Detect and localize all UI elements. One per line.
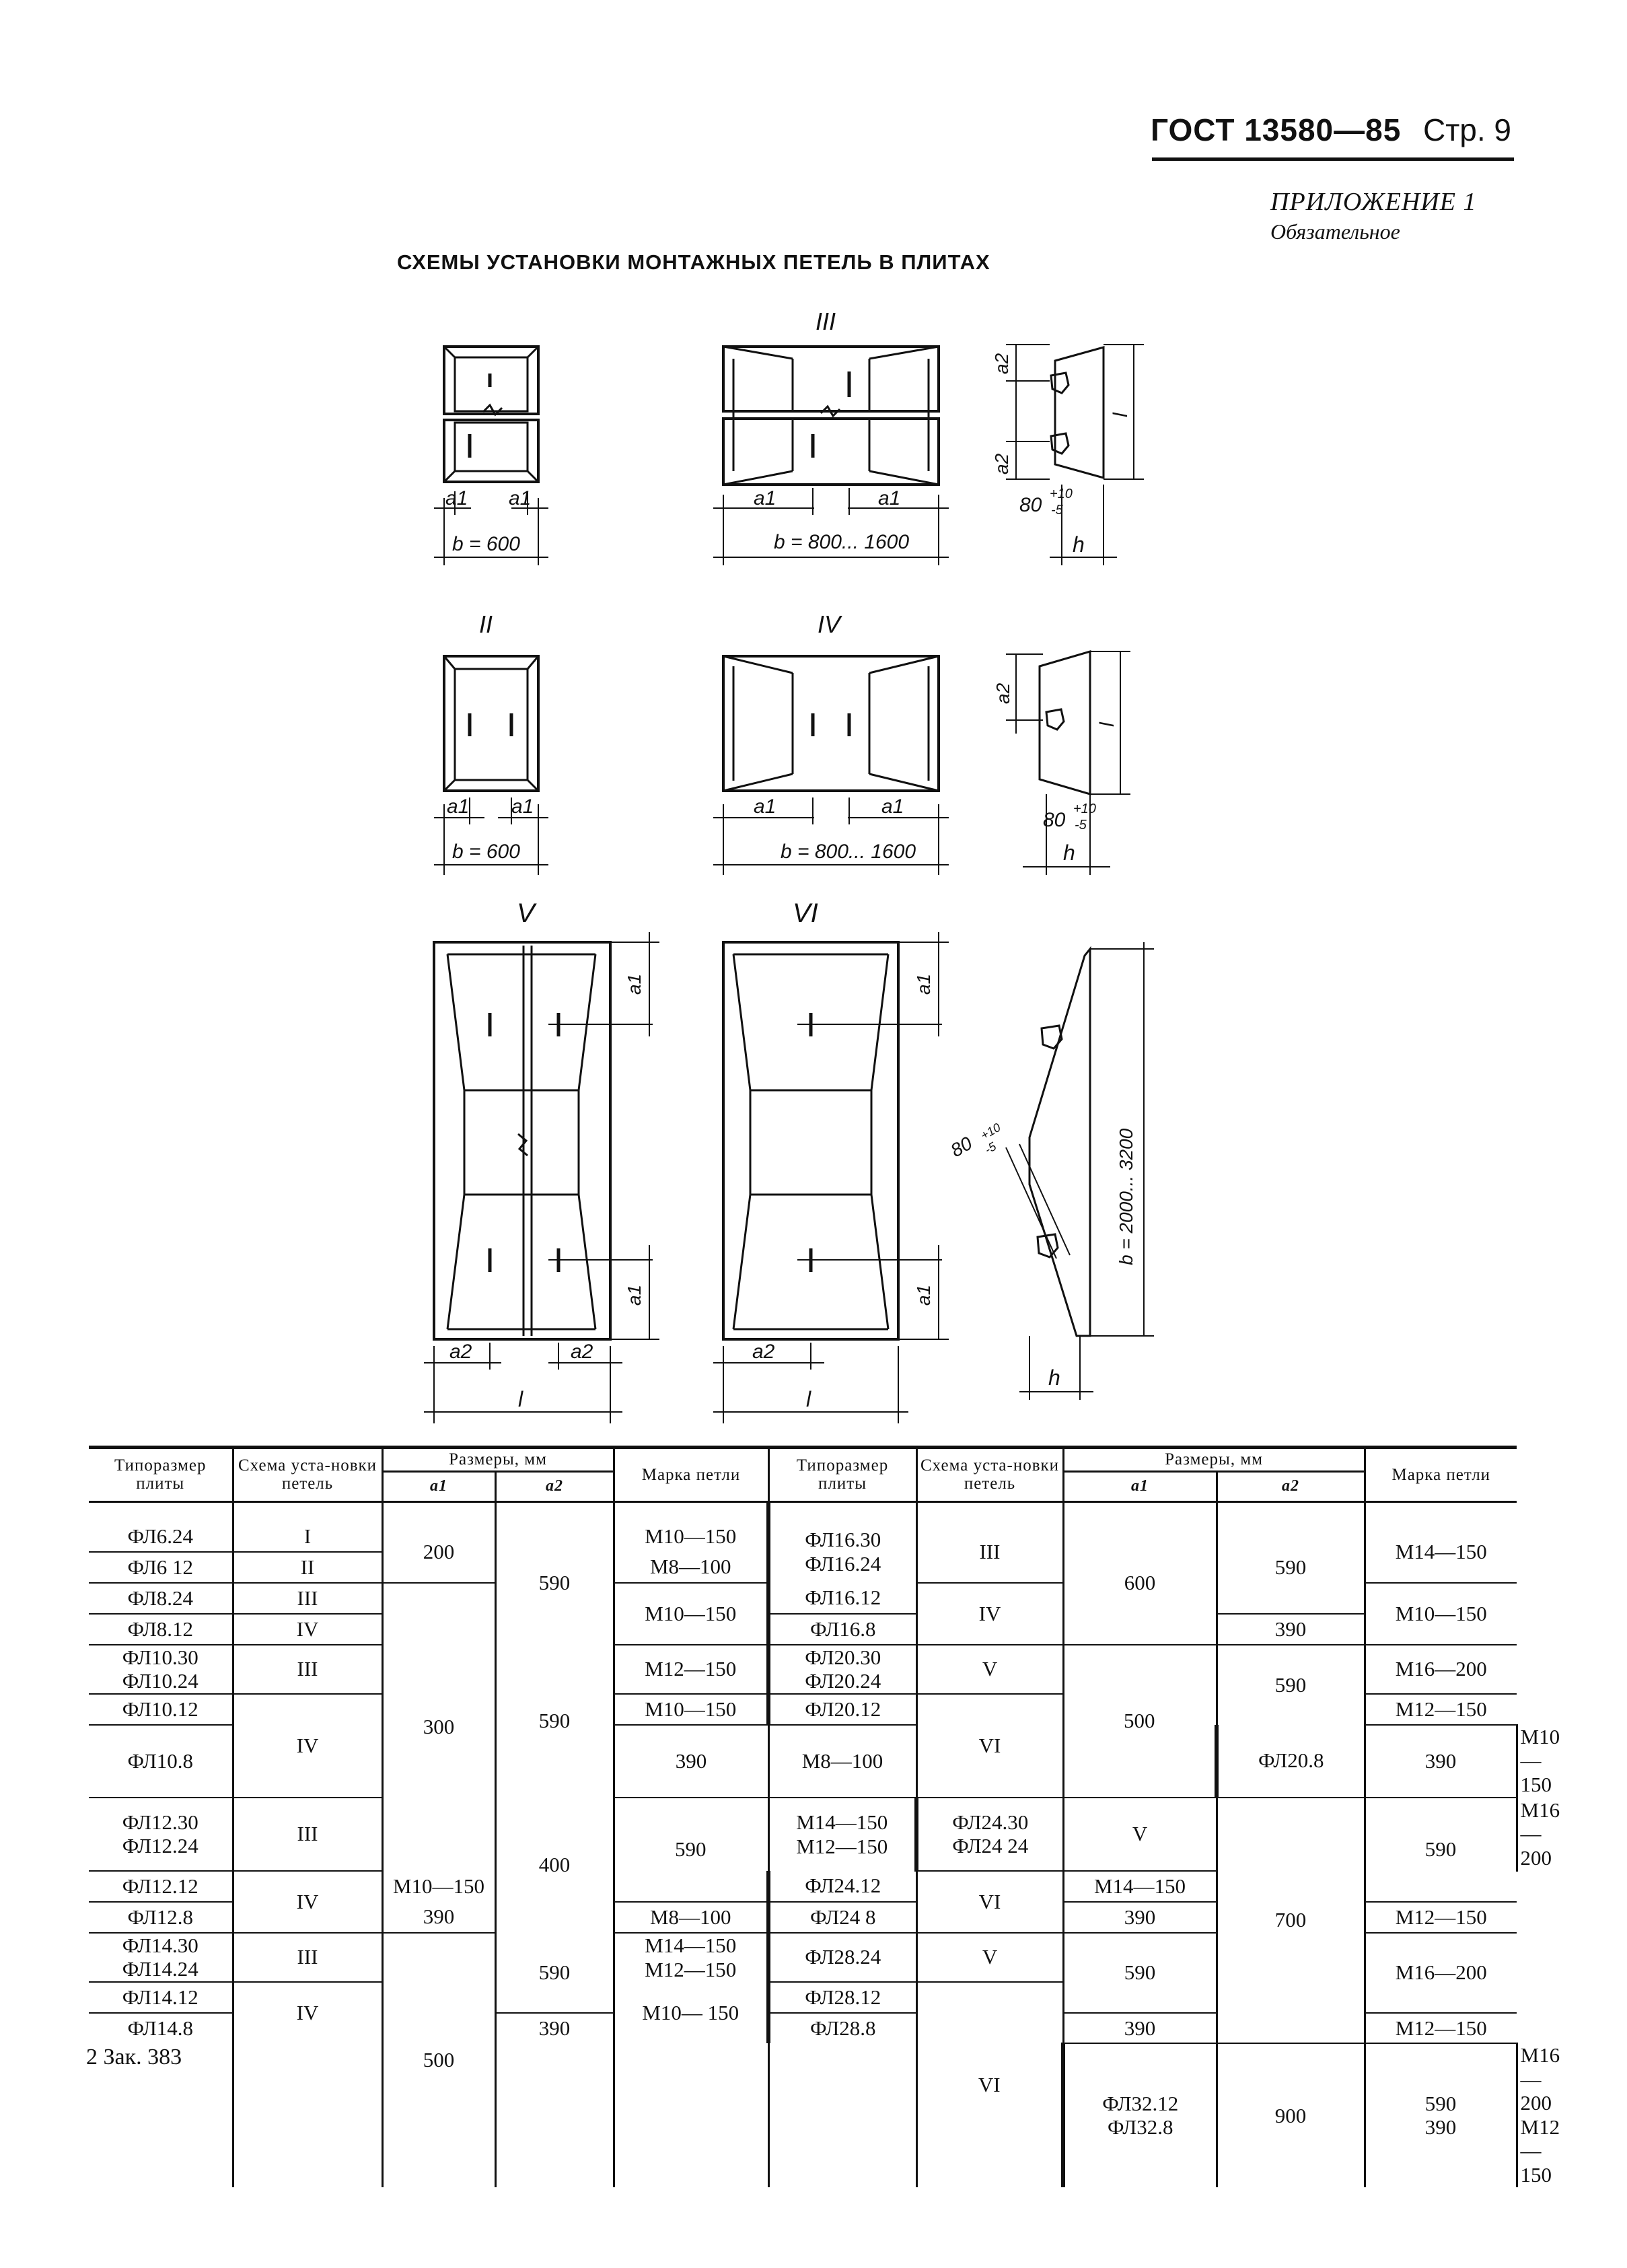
side-iv-h: h <box>1063 841 1075 865</box>
scheme-iv-b-dim: b = 800... 1600 <box>781 841 916 863</box>
cell-loop: М16—200 <box>1365 1933 1517 2013</box>
cell-scheme: III <box>233 1933 382 1982</box>
cell-a2: 590 <box>1217 1645 1365 1725</box>
side-iii-l-dim: l <box>1110 413 1132 417</box>
cell-loop: М10—150 <box>614 1522 768 1552</box>
cell-scheme: III <box>916 1522 1063 1583</box>
cell-scheme: V <box>916 1645 1063 1694</box>
cell-size: ФЛ16.8 <box>768 1614 916 1645</box>
cell-size: ФЛ28.24 <box>768 1933 916 1982</box>
col-scheme-left: Схема уста-новки петель <box>233 1448 382 1502</box>
cell-a2: 590 <box>1217 1522 1365 1614</box>
cell-size: ФЛ6 12 <box>89 1552 233 1583</box>
cell-scheme: V <box>916 1933 1063 1982</box>
cell-a2: 590 390 <box>1365 2043 1517 2187</box>
cell-size: ФЛ10.8 <box>89 1725 233 1798</box>
cell-loop: М10—150 <box>382 1871 495 1902</box>
scheme-iii-a1-right: a1 <box>878 487 901 509</box>
side-iv-a2: a2 <box>992 682 1013 704</box>
cell-size: ФЛ24.30 ФЛ24 24 <box>916 1798 1063 1871</box>
cell-size: ФЛ20.12 <box>768 1694 916 1725</box>
cell-size: ФЛ6.24 <box>89 1522 233 1552</box>
scheme-v-label: V <box>517 898 535 928</box>
cell-a1: 900 <box>1217 2043 1365 2187</box>
scheme-iv-a1-right: a1 <box>881 795 904 818</box>
scheme-v-a2-right: a2 <box>571 1341 593 1363</box>
col-dims-left: Размеры, мм <box>382 1448 614 1472</box>
side-v-h: h <box>1048 1366 1060 1390</box>
cell-size: ФЛ14.30 ФЛ14.24 <box>89 1933 233 1982</box>
cell-scheme: III <box>233 1798 382 1871</box>
side-iv-80: 80 <box>1043 809 1066 831</box>
cell-loop: М14—150 М12—150 <box>768 1798 916 1871</box>
col-a2-left: a2 <box>495 1471 614 1501</box>
col-scheme-right: Схема уста-новки петель <box>916 1448 1063 1502</box>
cell-loop: М14—150 <box>1063 1871 1217 1902</box>
cell-a1: 600 <box>1063 1522 1217 1645</box>
side-v-tol-plus: +10 <box>978 1120 1003 1143</box>
cell-size: ФЛ12.12 <box>89 1871 233 1902</box>
cell-scheme: IV <box>233 1871 382 1933</box>
cell-scheme: IV <box>916 1583 1063 1645</box>
cell-size: ФЛ20.30 ФЛ20.24 <box>768 1645 916 1694</box>
scheme-v-a2-left: a2 <box>449 1341 472 1363</box>
col-loop-right: Марка петли <box>1365 1448 1517 1502</box>
side-iv-tol-minus: -5 <box>1075 818 1087 832</box>
side-iii-a2-top: a2 <box>991 353 1012 374</box>
cell-a2: 390 <box>1063 1902 1217 1933</box>
cell-size: ФЛ28.12 <box>768 1982 916 2013</box>
scheme-ii-a1-left: a1 <box>447 795 470 818</box>
side-v-b-dim: b = 2000... 3200 <box>1116 1128 1136 1265</box>
cell-loop: М10— 150 <box>614 1982 768 2043</box>
cell-size: ФЛ12.8 <box>89 1902 233 1933</box>
cell-size: ФЛ14.12 <box>89 1982 233 2013</box>
side-iii-80: 80 <box>1019 494 1042 516</box>
cell-scheme: III <box>233 1645 382 1694</box>
cell-loop: М14—150 М12—150 <box>614 1933 768 1982</box>
cell-a2: 590 <box>495 1933 614 2013</box>
cell-loop: М14—150 <box>1365 1522 1517 1583</box>
cell-size: ФЛ14.8 <box>127 2016 193 2041</box>
scheme-i-a1-left: a1 <box>445 487 468 509</box>
scheme-iii-a1-left: a1 <box>754 487 776 509</box>
scheme-vi-a1-bottom: a1 <box>913 1284 934 1306</box>
cell-loop: М12—150 <box>1365 1902 1517 1933</box>
scheme-ii-a1-right: a1 <box>511 795 534 818</box>
cell-loop: М8—100 <box>614 1552 768 1583</box>
col-size-right: Типоразмер плиты <box>768 1448 916 1502</box>
cell-a2: 390 <box>1365 1725 1517 1798</box>
cell-loop: М8—100 <box>614 1902 768 1933</box>
side-iii-tol-minus: -5 <box>1051 503 1063 518</box>
cell-a2: 390 <box>614 1725 768 1798</box>
scheme-i-b-dim: b = 600 <box>452 533 520 555</box>
cell-scheme: II <box>233 1552 382 1583</box>
cell-size: ФЛ24 8 <box>768 1902 916 1933</box>
col-a1-right: a1 <box>1063 1471 1217 1501</box>
cell-loop: М10—150 <box>1365 1583 1517 1645</box>
cell-a1: 500 <box>1063 1645 1217 1798</box>
col-a2-right: a2 <box>1217 1471 1365 1501</box>
cell-a2: 390 <box>495 2013 614 2043</box>
cell-scheme: IV <box>233 1614 382 1645</box>
cell-a2: 390 <box>1063 2013 1217 2043</box>
cell-a2: 590 <box>495 1645 614 1798</box>
cell-loop: М10—150 <box>614 1583 768 1645</box>
cell-size: ФЛ10.12 <box>89 1694 233 1725</box>
cell-scheme: V <box>1063 1798 1217 1871</box>
cell-size: ФЛ20.8 <box>1217 1725 1365 1798</box>
col-loop-left: Марка петли <box>614 1448 768 1502</box>
cell-loop: М8—100 <box>768 1725 916 1798</box>
side-iii-a2-bottom: a2 <box>991 453 1012 474</box>
scheme-vi-drawing <box>713 932 949 1423</box>
side-iii-tol-plus: +10 <box>1050 487 1073 501</box>
cell-size: ФЛ16.30 ФЛ16.24 <box>768 1522 916 1583</box>
scheme-v-a1-bottom: a1 <box>624 1284 645 1306</box>
cell-size: ФЛ8.24 <box>89 1583 233 1614</box>
cell-scheme: I <box>233 1522 382 1552</box>
cell-scheme: VI <box>916 1694 1063 1798</box>
scheme-iii-b-dim: b = 800... 1600 <box>774 531 910 553</box>
scheme-i-a1-right: a1 <box>509 487 532 509</box>
cell-loop: М10—150 <box>614 1694 768 1725</box>
cell-a2: 390 <box>382 1902 495 1933</box>
cell-scheme: III <box>233 1583 382 1614</box>
cell-scheme: VI <box>916 1982 1063 2187</box>
side-v-tol-minus: -5 <box>982 1139 999 1157</box>
footer-order: 2 Зак. 383 <box>86 2045 182 2069</box>
mandatory-label: Обязательное <box>1270 219 1400 244</box>
cell-a1: 400 <box>495 1798 614 1933</box>
col-dims-right: Размеры, мм <box>1063 1448 1365 1472</box>
cell-loop: М12—150 <box>1365 1694 1517 1725</box>
cell-a1: 500 <box>382 1933 495 2187</box>
scheme-vi-label: VI <box>793 898 818 928</box>
scheme-v-l-dim: l <box>518 1387 523 1411</box>
cell-a2: 590 <box>1063 1933 1217 2013</box>
cell-size: ФЛ10.30 ФЛ10.24 <box>89 1645 233 1694</box>
side-iv-l-dim: l <box>1096 722 1118 727</box>
cell-size: ФЛ24.12 <box>768 1871 916 1902</box>
cell-size: ФЛ8.12 <box>89 1614 233 1645</box>
cell-a1: 200 <box>382 1522 495 1583</box>
standard-number: ГОСТ 13580—85 <box>1151 112 1402 147</box>
col-a1-left: a1 <box>382 1471 495 1501</box>
cell-a2: 590 <box>614 1798 768 1902</box>
cell-a1: 300 <box>382 1583 495 1871</box>
loop-spec-table: Типоразмер плиты Схема уста-новки петель Размеры, мм Марка петли Типоразмер плиты Схема уста-новки петель Размеры, мм Марка петли a1 a2 a1 a2 ФЛ6.24 I 200 590 М10—150 ФЛ16.30 ФЛ16.24 III 600 590 М14—150 ФЛ6 12 II М8—100 ФЛ8.24 III 300 М10—150 ФЛ16.12 IV М10—150 ФЛ8.12 IV ФЛ16.8 390 ФЛ10.30 ФЛ10.24 III 590 М12—150 ФЛ20.30 ФЛ20.24 V 500 590 М16—200 ФЛ10.12 IV М10—150 ФЛ20.12 VI М12—150 ФЛ10.8 390 М8—100 ФЛ20.8 390 М10—150 ФЛ12.30 ФЛ12.24 III 400 590 М14—150 М12—150 ФЛ24.30 ФЛ24 24 V 700 590 М16—200 ФЛ12.12 IV М10—150 ФЛ24.12 VI М14—150 ФЛ12.8 390 М8—100 ФЛ24 8 390 М12—150 ФЛ14.30 ФЛ14.24 III 500 590 М14—150 М12—150 ФЛ28.24 V 590 М16—200 ФЛ14.12 IV М10— 150 ФЛ28.12 VI ФЛ14.8 390 ФЛ28.8 390 М12—150 ФЛ32.12 ФЛ32.8 900 590 390 М16—200 М12—150 <box>89 1446 1517 2187</box>
scheme-iv-label: IV <box>818 610 841 638</box>
col-size-left: Типоразмер плиты <box>89 1448 233 1502</box>
cell-loop: М12—150 <box>614 1645 768 1694</box>
appendix-label: ПРИЛОЖЕНИЕ 1 <box>1270 188 1477 216</box>
cell-scheme: IV <box>233 1982 382 2043</box>
scheme-vi-l-dim: l <box>806 1387 811 1411</box>
scheme-ii-b-dim: b = 600 <box>452 841 520 863</box>
cell-size: ФЛ16.12 <box>768 1583 916 1614</box>
side-iii-h: h <box>1073 532 1085 557</box>
page-number: Стр. 9 <box>1423 112 1512 147</box>
scheme-iii-label: III <box>816 308 836 335</box>
side-iv-tol-plus: +10 <box>1073 802 1096 816</box>
cell-a2: 590 <box>1365 1798 1517 1902</box>
cell-loop: М16—200 <box>1365 1645 1517 1694</box>
cell-size: ФЛ32.12 ФЛ32.8 <box>1063 2043 1217 2187</box>
cell-size: ФЛ12.30 ФЛ12.24 <box>89 1798 233 1871</box>
cell-scheme: VI <box>916 1871 1063 1933</box>
scheme-iv-a1-left: a1 <box>754 795 776 818</box>
cell-scheme: IV <box>233 1694 382 1798</box>
side-v-80: 80 <box>947 1132 976 1162</box>
cell-a2: 390 <box>1217 1614 1365 1645</box>
cell-loop: М12—150 <box>1365 2013 1517 2043</box>
scheme-vi-a2: a2 <box>752 1341 775 1363</box>
cell-size: ФЛ28.8 <box>768 2013 916 2043</box>
scheme-ii-label: II <box>479 610 493 638</box>
scheme-v-a1-top: a1 <box>624 973 645 995</box>
cell-a2: 590 <box>495 1522 614 1645</box>
cell-a1: 700 <box>1217 1798 1365 2043</box>
scheme-vi-a1-top: a1 <box>913 973 934 995</box>
page-title: СХЕМЫ УСТАНОВКИ МОНТАЖНЫХ ПЕТЕЛЬ В ПЛИТАХ <box>397 250 990 274</box>
